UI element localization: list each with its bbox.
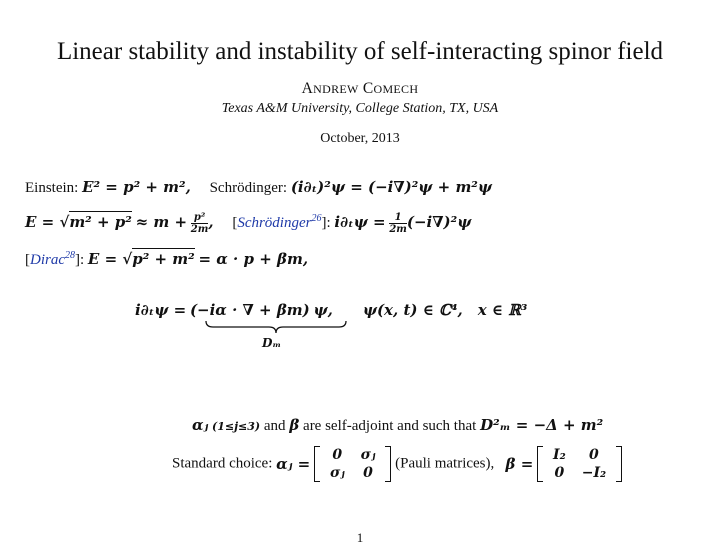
schrodinger-citation-link[interactable]: Schrödinger bbox=[237, 214, 312, 231]
einstein-label: Einstein: bbox=[25, 180, 79, 196]
beta-matrix-cell: I₂ bbox=[553, 447, 566, 463]
schrodinger-cite-close: ]: bbox=[321, 214, 331, 231]
alpha-matrix-cell: σⱼ bbox=[329, 465, 345, 481]
beta-matrix-cell: 0 bbox=[589, 447, 599, 463]
alpha-matrix-cell: 0 bbox=[363, 465, 373, 481]
energy-frac-num: p² bbox=[191, 212, 209, 224]
alpha-matrix-cell: 0 bbox=[332, 447, 343, 463]
dirac-square-equation: D²ₘ = −Δ + m² bbox=[480, 416, 604, 434]
schrodinger-label: Schrödinger: bbox=[209, 180, 288, 196]
dirac-citation-number[interactable]: 28 bbox=[65, 250, 75, 261]
dirac-cite-open: [ bbox=[25, 252, 30, 268]
pauli-text: (Pauli matrices), bbox=[395, 455, 495, 472]
dirac-citation-link[interactable]: Dirac bbox=[30, 252, 65, 268]
page-number: 1 bbox=[356, 530, 364, 545]
paper-title: Linear stability and instability of self-interacting spinor field bbox=[56, 38, 664, 65]
affiliation: Texas A&M University, College Station, TX, USA bbox=[221, 101, 499, 116]
einstein-schrodinger-line bbox=[25, 178, 492, 197]
author-last-initial: C bbox=[362, 80, 374, 97]
underbrace bbox=[205, 320, 347, 334]
author-first-initial: A bbox=[301, 80, 314, 97]
j-range: (1≤j≤3) bbox=[212, 420, 261, 433]
alpha-matrix bbox=[314, 446, 391, 482]
dirac-sqrt-arg: p² + m² bbox=[132, 250, 195, 268]
date: October, 2013 bbox=[320, 131, 400, 146]
dirac-operator bbox=[190, 301, 310, 319]
author-name bbox=[0, 80, 720, 98]
author-last-rest: OMECH bbox=[373, 82, 419, 96]
energy-comma: , bbox=[208, 212, 214, 231]
schrodinger-frac-den: 2m bbox=[389, 224, 407, 235]
einstein-equation: E² = p² + m², bbox=[82, 178, 191, 196]
schrodinger-fraction bbox=[389, 212, 407, 235]
dirac-operator-text: (−iα · ∇ + βm) bbox=[189, 301, 310, 319]
energy-frac-den: 2m bbox=[190, 224, 209, 235]
beta-matrix-cell: 0 bbox=[554, 465, 565, 481]
dirac-domain: x ∈ ℝ³ bbox=[477, 301, 528, 319]
author-first-rest: NDREW bbox=[313, 82, 359, 96]
alpha-j: αⱼ bbox=[192, 416, 209, 434]
beta-matrix-cell: −I₂ bbox=[581, 465, 607, 481]
dirac-eq-lhs: i∂ₜψ = bbox=[135, 301, 187, 319]
schrodinger-nonrel-rhs: (−i∇)²ψ bbox=[406, 212, 472, 231]
dirac-cite-close: ]: bbox=[75, 252, 85, 268]
beta-matrix bbox=[537, 446, 622, 482]
schrodinger-nonrel-lhs: i∂ₜψ = bbox=[334, 212, 386, 231]
energy-approx: ≈ m + bbox=[135, 212, 188, 231]
dirac-equation bbox=[135, 301, 527, 320]
standard-choice-line bbox=[172, 446, 622, 482]
and-text: and bbox=[263, 418, 286, 434]
dirac-eq-psi: ψ, bbox=[313, 301, 333, 319]
alpha-matrix-cell: σⱼ bbox=[360, 447, 376, 463]
energy-approx-line: E = √m² + p² ≈ m + $\frac{\text{p²}}{2m}$ , [Schrödinger$^{26}$]: i∂ₜψ = $\frac{1}{2m}$ (−i∇)²ψ bbox=[25, 212, 472, 235]
alpha-beta-line bbox=[192, 416, 603, 435]
energy-sqrt-arg: m² + p² bbox=[69, 212, 132, 231]
beta-lhs: β = bbox=[505, 455, 534, 473]
dirac-energy-line: [Dirac$^{28}$]: E = √p² + m² = α · p + βm, bbox=[25, 250, 309, 268]
energy-fraction bbox=[191, 212, 209, 235]
energy-lhs: E = bbox=[25, 212, 60, 231]
dirac-energy-lhs: E = bbox=[87, 250, 123, 268]
dirac-field: ψ(x, t) ∈ ℂ⁴, bbox=[362, 301, 463, 319]
dirac-energy-rhs: = α · p + βm, bbox=[198, 250, 309, 268]
standard-choice-label: Standard choice: bbox=[172, 455, 273, 472]
beta: β bbox=[289, 416, 300, 434]
schrodinger-equation: (i∂ₜ)²ψ = (−i∇)²ψ + m²ψ bbox=[290, 178, 493, 196]
schrodinger-frac-num: 1 bbox=[389, 212, 407, 224]
self-adjoint-text: are self-adjoint and such that bbox=[303, 418, 477, 434]
underbrace-label: Dₘ bbox=[262, 336, 282, 350]
schrodinger-cite-open: [ bbox=[232, 214, 238, 231]
schrodinger-citation-number[interactable]: 26 bbox=[311, 212, 322, 224]
alpha-lhs: αⱼ = bbox=[276, 455, 311, 473]
